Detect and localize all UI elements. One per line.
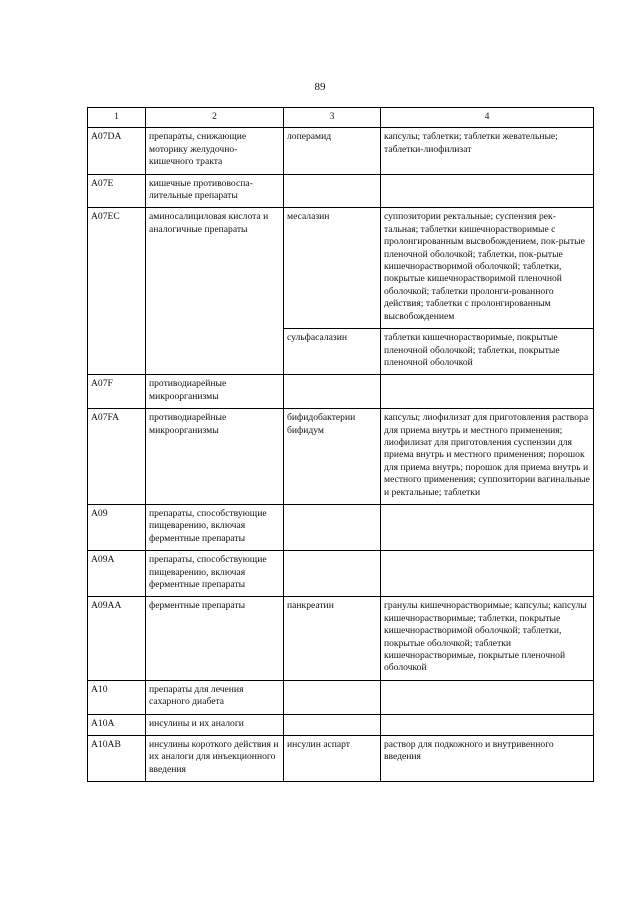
dosage-forms — [381, 504, 594, 550]
atc-code: A09 — [88, 504, 146, 550]
atc-group: ферментные препараты — [146, 597, 284, 680]
atc-group: инсулины короткого действия и их аналоги для инъекционного введения — [146, 736, 284, 782]
dosage-forms — [381, 551, 594, 597]
column-header-group: 2 — [146, 108, 284, 128]
table-row — [88, 208, 594, 329]
atc-code: A07E — [88, 174, 146, 208]
drug-name: месалазин — [284, 208, 381, 329]
drug-name: бифидобактерии бифидум — [284, 409, 381, 505]
drug-name: лоперамид — [284, 128, 381, 174]
atc-group: противодиарейные микроорганизмы — [146, 375, 284, 409]
atc-group: препараты, снижающие моторику желудочно-кишечного тракта — [146, 128, 284, 174]
table-row — [88, 375, 594, 409]
column-header-drug: 3 — [284, 108, 381, 128]
atc-code: A07F — [88, 375, 146, 409]
atc-group: препараты, способствующие пищеварению, включая ферментные препараты — [146, 504, 284, 550]
atc-code: A07DA — [88, 128, 146, 174]
dosage-forms: суппозитории ректальные; суспензия рек-тальная; таблетки кишечнорастворимые с пролонгированным высвобождением, пок-рытые пленочной оболочкой; таблетки, пок-рытые кишечнорастворимой оболочкой; таблетки, покрытые кишечнорастворимой пленочной оболочкой; таблетки пролонги-рованного действия; таблетки с пролонгированным высвобождением — [381, 208, 594, 329]
drug-name — [284, 504, 381, 550]
medication-table — [87, 107, 594, 782]
table-row — [88, 736, 594, 782]
drug-name — [284, 680, 381, 714]
atc-group: инсулины и их аналоги — [146, 714, 284, 735]
table-row — [88, 504, 594, 550]
dosage-forms: раствор для подкожного и внутривенного введения — [381, 736, 594, 782]
page-number: 89 — [314, 81, 326, 93]
column-header-forms: 4 — [381, 108, 594, 128]
dosage-forms: капсулы; таблетки; таблетки жевательные; таблетки-лиофилизат — [381, 128, 594, 174]
table-row — [88, 680, 594, 714]
drug-name — [284, 174, 381, 208]
atc-group: аминосалициловая кислота и аналогичные препараты — [146, 208, 284, 375]
dosage-forms — [381, 680, 594, 714]
drug-name: инсулин аспарт — [284, 736, 381, 782]
drug-name — [284, 714, 381, 735]
drug-name — [284, 551, 381, 597]
dosage-forms — [381, 714, 594, 735]
table-row — [88, 174, 594, 208]
atc-code: A09AA — [88, 597, 146, 680]
table-row — [88, 597, 594, 680]
atc-group: кишечные противовоспа-лительные препараты — [146, 174, 284, 208]
drug-name — [284, 375, 381, 409]
atc-group: противодиарейные микроорганизмы — [146, 409, 284, 505]
atc-code: A10AB — [88, 736, 146, 782]
table-row — [88, 551, 594, 597]
atc-group: препараты, способствующие пищеварению, включая ферментные препараты — [146, 551, 284, 597]
table-row — [88, 128, 594, 174]
drug-name: панкреатин — [284, 597, 381, 680]
column-header-code: 1 — [88, 108, 146, 128]
atc-code: A10A — [88, 714, 146, 735]
table-row — [88, 409, 594, 505]
drug-name: сульфасалазин — [284, 329, 381, 375]
atc-code: A07FA — [88, 409, 146, 505]
atc-code: A07EC — [88, 208, 146, 375]
atc-code: A10 — [88, 680, 146, 714]
dosage-forms — [381, 375, 594, 409]
dosage-forms: гранулы кишечнорастворимые; капсулы; капсулы кишечнорастворимые; таблетки, покрытые кишечнорастворимой оболочкой; таблетки, покрытые оболочкой; таблетки кишечнорастворимые, покрытые пленочной оболочкой — [381, 597, 594, 680]
atc-code: A09A — [88, 551, 146, 597]
dosage-forms: капсулы; лиофилизат для приготовления раствора для приема внутрь и местного применения; лиофилизат для приготовления суспензии для приема внутрь и местного применения; порошок для приема внутрь; порошок для приема внутрь и местного применения; суппозитории вагинальные и ректальные; таблетки — [381, 409, 594, 505]
dosage-forms — [381, 174, 594, 208]
atc-group: препараты для лечения сахарного диабета — [146, 680, 284, 714]
dosage-forms: таблетки кишечнорастворимые, покрытые пленочной оболочкой; таблетки, покрытые пленочной оболочкой — [381, 329, 594, 375]
table-row — [88, 714, 594, 735]
table-header-row — [88, 108, 594, 128]
